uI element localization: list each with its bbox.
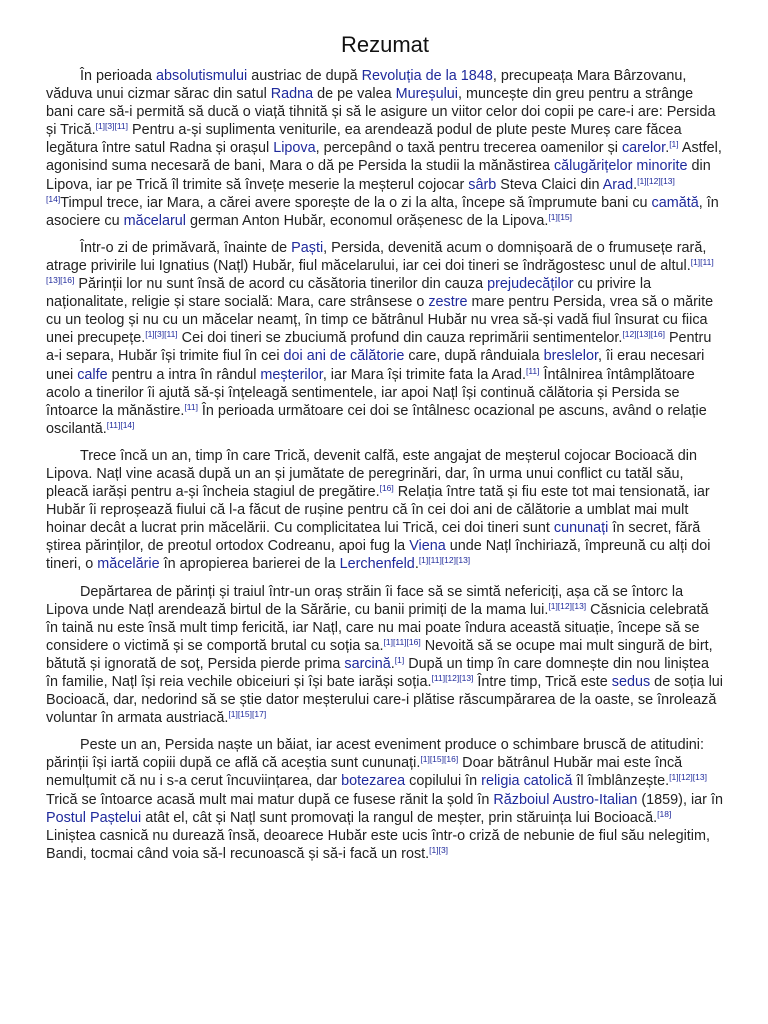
text-run: Pentru a-și suplimenta veniturile, ea arendează podul de plute peste Mureș care făcea legătura între satul Radna și orașul [46,122,682,157]
text-run: Doar bătrânul Hubăr mai este încă nemulțumit că nu i s-a cerut încuviințarea, dar [46,755,683,790]
text-run: Căsnicia celebrată în taină nu este însă mult timp fericită, iar Națl, care nu mai poate îndura această situație, începe să se considere o victimă și se comportă brutal cu soția sa. [46,601,709,654]
text-run: , precupeața Mara Bârzovanu, văduva unui cizmar sărac din satul [46,68,687,103]
wiki-link[interactable]: carelor [621,140,666,157]
section-body [46,67,724,863]
text-run: cu privire la naționalitate, religie și stare socială: Mara, care strânsese o [46,276,652,311]
text-run: . [665,140,670,157]
wiki-link[interactable]: absolutismului [156,68,248,84]
text-run: , Persida, devenită acum o domnișoară de o frumusețe rară, atrage privirile lui Ignatius (Națl) Hubăr, fiul măcelarului, iar cei doi tineri se îndrăgostesc unul de altul. [46,239,707,274]
text-run: îl îmblânzește. [572,773,670,790]
wiki-link[interactable]: sedus [611,674,651,690]
wiki-link[interactable]: Radna [270,86,314,103]
text-run: , muncește din greu pentru a strânge bani care să-i permită să ducă o viață tihnită și să le asigure un viitor celor doi copii pe care-i are: Persida și Trică. [46,86,716,139]
text-run: Astfel, agonisind suma necesară de bani, Mara o dă pe Persida la studii la mănăstirea [46,140,722,175]
wiki-link[interactable]: botezarea [341,773,406,790]
wiki-link[interactable]: Paști [291,239,324,256]
citation-ref[interactable]: [1][11][16] [383,636,421,647]
text-run: , îi erau necesari unei [46,348,705,383]
text-run: unde Națl închiriază, împreună cu alți doi tineri, o [46,538,711,573]
text-run: Cei doi tineri se zbuciumă profund din cauza reprimării sentimentelor. [177,330,623,347]
text-run: Părinții lor nu sunt însă de acord cu căsătoria tinerilor din cauza [74,276,488,293]
wiki-link[interactable]: Războiul Austro-Italian [493,791,638,808]
wiki-link[interactable]: doi ani de călătorie [283,348,405,365]
text-run: În perioada următoare cei doi se întâlnesc ocazional pe ascuns, având o relație oscilantă. [46,402,707,437]
text-run: de soția lui Bocioacă, dar, nedorind să se știe dator meșterului care-i plătise răscumpărarea de la oaste, se înrolează voluntar în armata austriacă. [46,674,723,727]
text-run: Între timp, Trică este [473,674,612,690]
text-run: mare pentru Persida, vrea să o mărite cu un teolog și nu cu un măcelar neamț, în timp ce bătrânul Hubăr nu vrea să-și vadă fiul însurat cu fiica unei precupețe. [46,294,714,347]
citation-ref[interactable]: [18] [657,808,672,819]
citation-ref[interactable]: [11] [525,365,540,376]
citation-ref[interactable]: [16] [379,483,394,494]
wiki-link[interactable]: Arad [602,176,634,193]
text-run: , iar Mara își trimite fata la Arad. [322,366,526,383]
citation-ref[interactable]: [1] [394,654,405,665]
wiki-link[interactable]: Postul Paștelui [46,809,142,826]
paragraph-1 [46,67,724,230]
text-run: de pe valea [313,86,396,103]
wiki-link[interactable]: Revoluția de la 1848 [361,68,493,84]
text-run: După un timp în care domnește din nou liniștea în familie, Națl își reia vechile obiceiuri și își bate iarăși soția. [46,655,710,690]
wiki-link[interactable]: meșterilor [260,366,323,383]
wiki-link[interactable]: măcelarul [123,212,186,229]
text-run: din Lipova, iar pe Trică îl trimite să învețe meserie la meșterul cojocar [46,158,711,193]
citation-ref[interactable]: [1][15][16] [420,754,459,765]
text-run: . [633,176,638,193]
wiki-link[interactable]: Lerchenfeld [339,556,415,573]
citation-ref[interactable]: [11] [184,401,198,412]
wiki-link[interactable]: Mureșului [395,86,458,103]
text-run: Relația între tată și fiu este tot mai tensionată, iar Hubăr îi reproșează fiului că l-a făcut de rușine pentru că în cei doi ani de călătorie a umblat mai mult hoinar decât a lucrat prin măcelării. Cu complicitatea lui Trică, cei doi tineri sunt [46,484,710,537]
text-run: Trică se întoarce acasă mult mai matur după ce fusese rănit la șold în [46,791,494,808]
text-run: (1859), iar în [637,791,723,808]
citation-ref[interactable]: [1][12][13] [669,772,707,783]
text-run: , percepând o taxă pentru trecerea oamenilor și [315,140,622,157]
text-run: Întâlnirea întâmplătoare acolo a tinerilor îi ajută să-și înțeleagă sentimentele, iar apoi Națl își continuă călătoria și Persida se întoarce la mănăstire. [46,366,695,419]
text-run: . [414,556,419,573]
text-run: în secret, fără știrea părinților, de preotul ortodox Codreanu, apoi fug la [46,520,701,555]
wiki-link[interactable]: calfe [77,366,108,383]
text-run: . [390,655,395,672]
text-run: Într-o zi de primăvară, înainte de [80,239,292,256]
text-run: Pentru a-i separa, Hubăr își trimite fiul în cei [46,330,712,365]
text-run: Trece încă un an, timp în care Trică, devenit calfă, este angajat de meșterul cojocar Bocioacă din Lipova. Națl vine acasă după un an și jumătate de peregrinări, dar, în urma unui conflict cu tatăl său, pleacă iarăși pentru a-și încheia stagiul de pregătire. [46,447,697,501]
wiki-link[interactable]: sârb [468,176,497,193]
citation-ref[interactable]: [1] [669,139,679,150]
citation-ref[interactable]: [1][12][13][14] [46,175,675,204]
text-run: pentru a intra în rândul [107,366,261,383]
text-run: În perioada [80,68,157,84]
paragraph-4 [46,583,724,728]
citation-ref[interactable]: [11][14] [106,419,135,430]
citation-ref[interactable]: [1][15][17] [228,709,267,720]
paragraph-5 [46,736,724,863]
text-run: copilului în [405,773,482,790]
wiki-link[interactable]: religia catolică [481,773,573,790]
wiki-link[interactable]: breslelor [543,348,598,365]
wiki-link[interactable]: cununați [553,520,609,537]
citation-ref[interactable]: [1][15] [548,211,573,222]
citation-ref[interactable]: [1][3] [429,844,449,855]
citation-ref[interactable]: [1][3][11] [145,329,178,340]
wiki-link[interactable]: camătă [651,194,699,211]
text-run: Timpul trece, iar Mara, a cărei avere sporește de la o zi la alta, începe să împrumute bani cu [60,194,652,211]
text-run: Liniștea casnică nu durează însă, deoarece Hubăr este ucis într-o criză de nebunie de fiul său nelegitim, Bandi, tocmai când voia să-l recunoască și să-i facă un rost. [46,827,710,862]
paragraph-2 [46,239,724,438]
text-run: german Anton Hubăr, economul orășenesc de la Lipova. [185,212,549,229]
wiki-link[interactable]: prejudecăților [487,276,574,293]
wiki-link[interactable]: călugărițelor minorite [553,158,688,175]
text-run: Nevoită să se ocupe mai mult singură de birt, bătută și ignorată de soț, Persida pierde prima [46,637,713,672]
text-run: Peste un an, Persida naște un băiat, iar acest eveniment produce o schimbare bruscă de atitudini: părinții își iartă copiii după ce află că aceștia sunt cununați. [46,737,704,772]
citation-ref[interactable]: [12][13][16] [622,329,665,340]
text-run: , în asociere cu [46,194,719,229]
text-run: austriac de după [247,68,362,84]
text-run: în apropierea barierei de la [159,556,340,573]
wiki-link[interactable]: zestre [428,294,468,311]
wiki-link[interactable]: Lipova [273,140,316,157]
paragraph-3 [46,447,724,574]
wiki-link[interactable]: Viena [409,538,446,555]
citation-ref[interactable]: [1][11][12][13] [418,555,471,566]
wiki-link[interactable]: măcelărie [97,556,160,573]
text-run: Steva Claici din [496,176,603,193]
citation-ref[interactable]: [1][11][13][16] [46,256,714,286]
citation-ref[interactable]: [11][12][13] [431,673,474,683]
citation-ref[interactable]: [1][12][13] [548,600,587,611]
text-run: care, după rânduiala [404,348,544,365]
text-run: Depărtarea de părinți și traiul într-un oraș străin îi face să se simtă nefericiți, așa că se întorc la Lipova unde Națl arendează birtul de la Sărărie, cu banii primiți de la mama lui. [46,583,684,618]
section-heading: Rezumat [340,32,430,57]
citation-ref[interactable]: [1][3][11] [95,121,129,132]
text-run: atât el, cât și Națl sunt promovați la rangul de meșter, prin stăruința lui Bocioacă. [141,809,658,826]
wiki-link[interactable]: sarcină [344,655,391,672]
